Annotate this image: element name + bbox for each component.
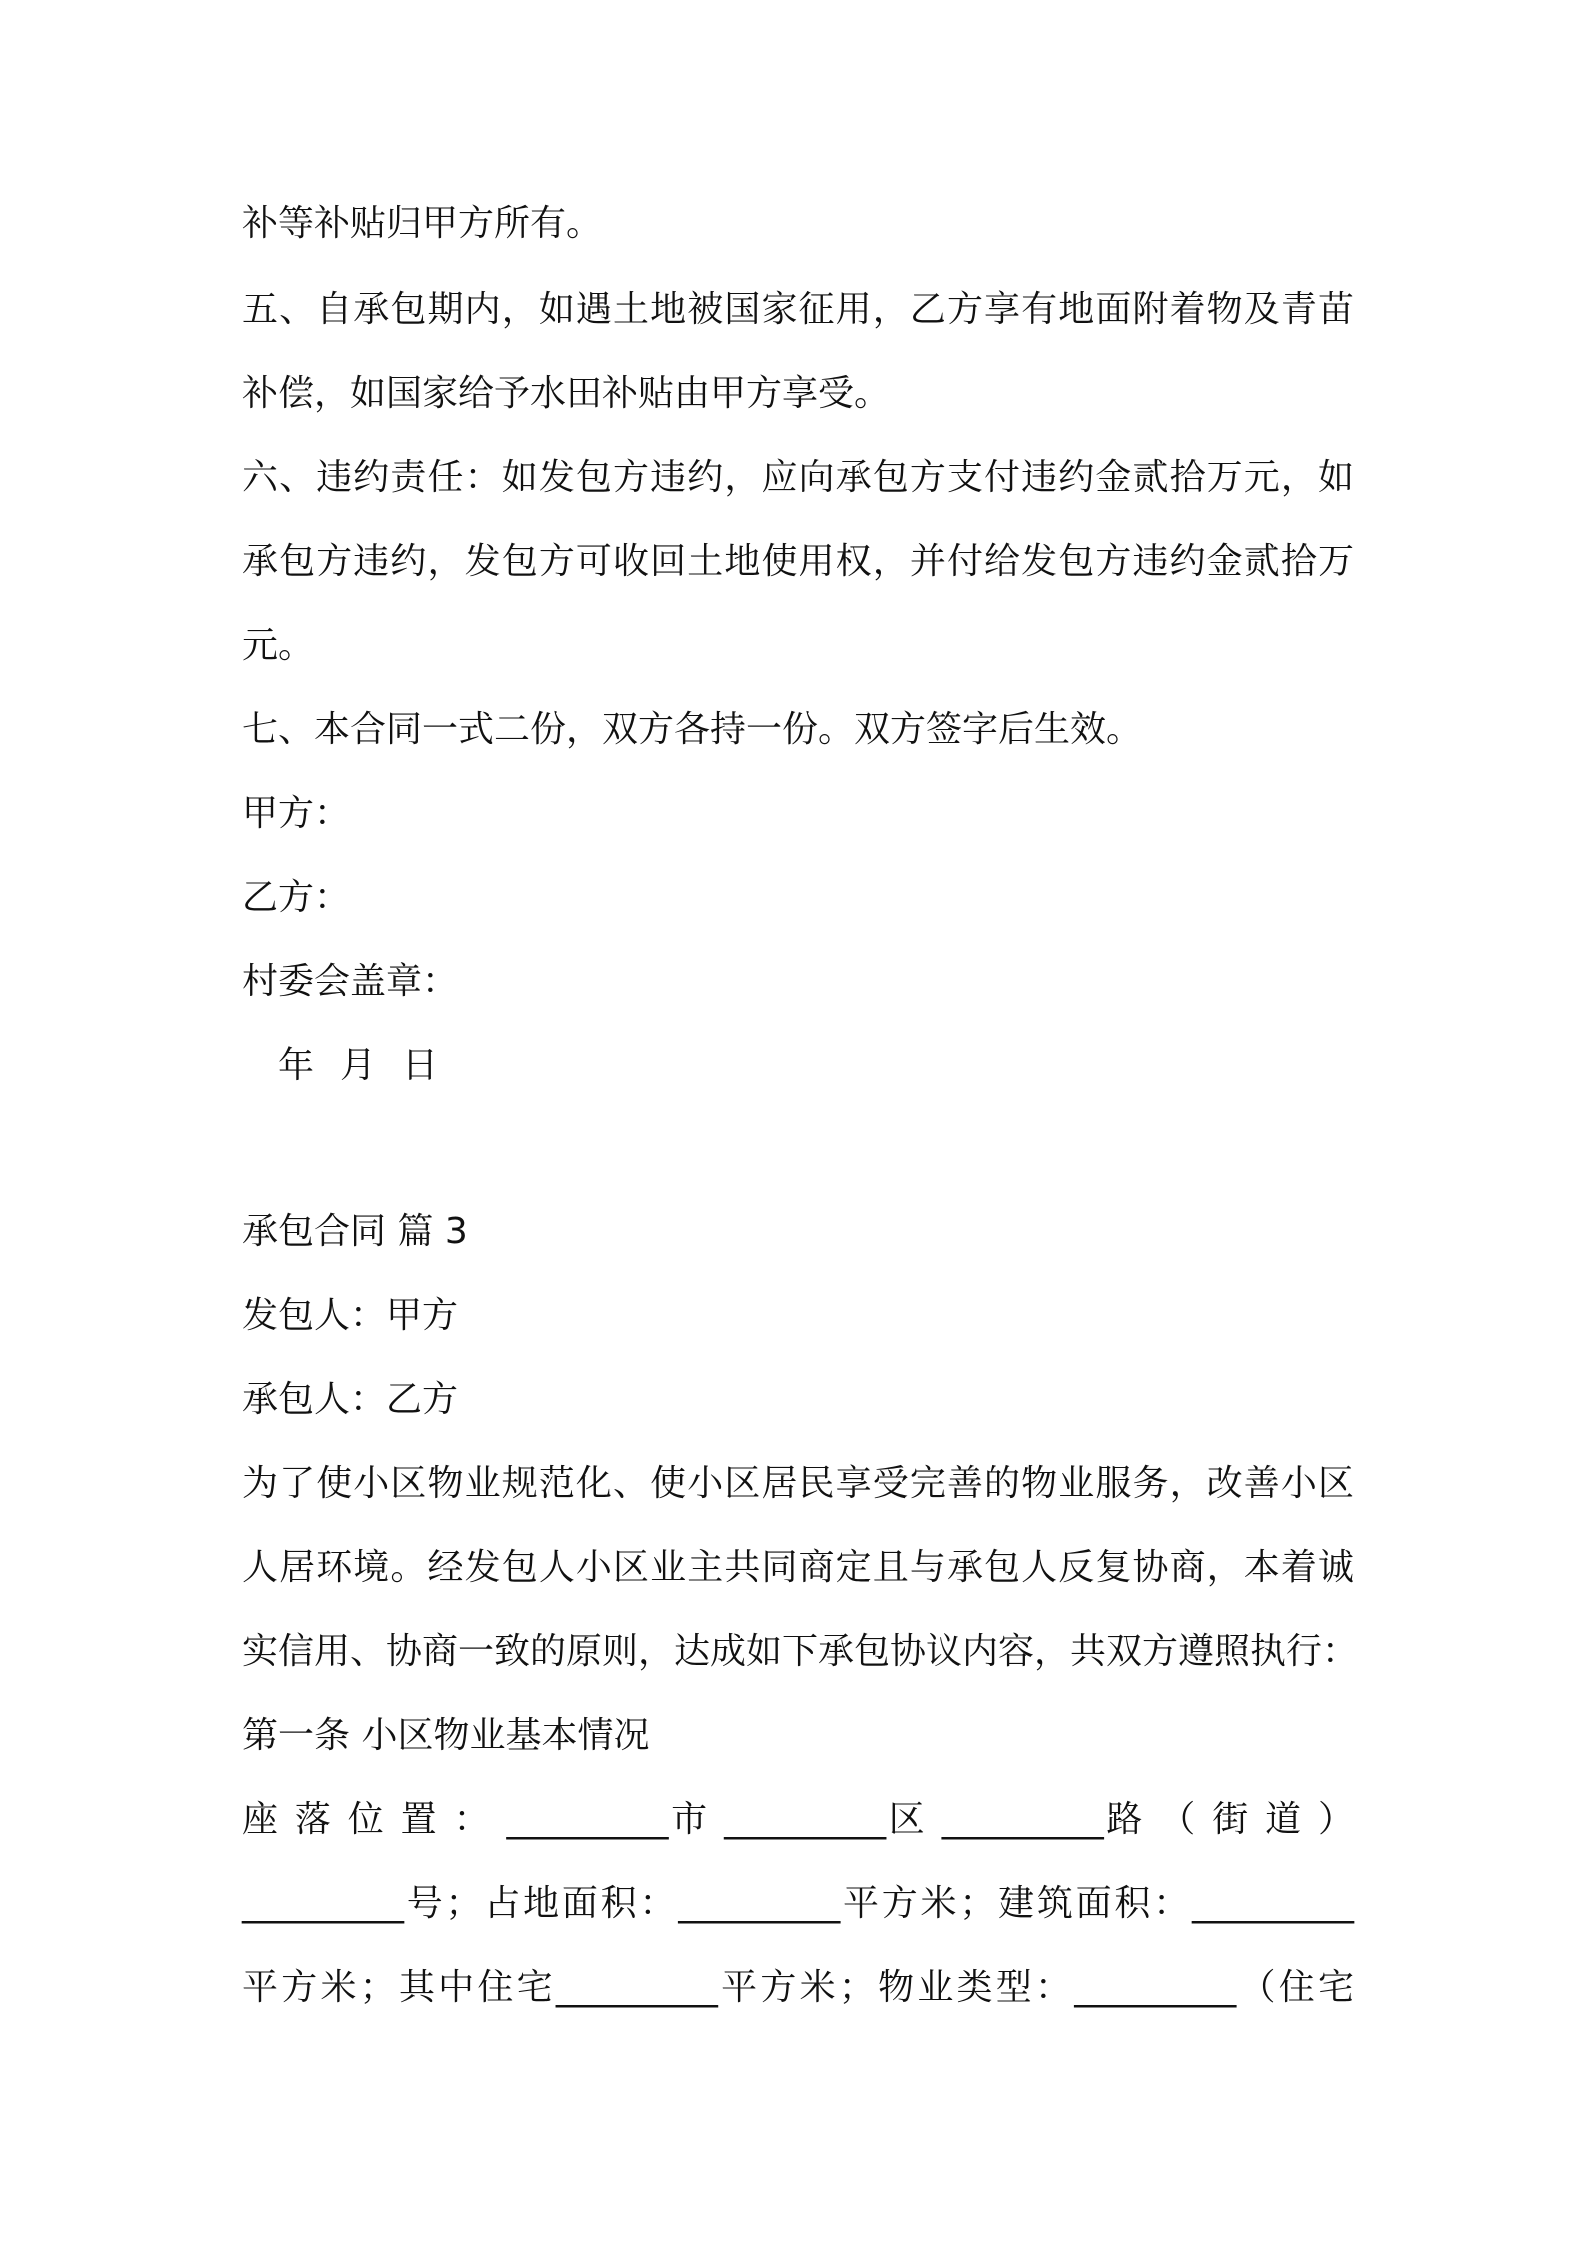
paragraph-line: 补偿，如国家给予水田补贴由甲方享受。 <box>242 373 891 414</box>
paragraph-line: 元。 <box>242 625 315 666</box>
date-year-label: 年 <box>278 1045 315 1086</box>
area-line: _________号；占地面积：_________平方米；建筑面积：_________ <box>242 1883 1354 1924</box>
paragraph-line: 实信用、协商一致的原则，达成如下承包协议内容，共双方遵照执行： <box>242 1631 1359 1672</box>
paragraph-line: 六、违约责任：如发包方违约，应向承包方支付违约金贰拾万元，如 <box>242 457 1354 498</box>
date-month-label: 月 <box>340 1045 377 1086</box>
paragraph-line: 补等补贴归甲方所有。 <box>242 203 603 244</box>
date-day-label: 日 <box>402 1045 439 1086</box>
contractee-line: 承包人：乙方 <box>242 1379 459 1420</box>
party-a-label: 甲方： <box>242 793 351 834</box>
paragraph-line: 七、本合同一式二份，双方各持一份。双方签字后生效。 <box>242 709 1143 750</box>
section-title: 承包合同 篇 3 <box>242 1211 468 1252</box>
property-type-line: 平方米；其中住宅_________平方米；物业类型：_________（住宅 <box>242 1967 1354 2008</box>
location-line: 座 落 位 置 ： _________市 _________区 _________路 （ 街 道 ） <box>242 1799 1354 1840</box>
paragraph-line: 承包方违约，发包方可收回土地使用权，并付给发包方违约金贰拾万 <box>242 541 1354 582</box>
village-seal-label: 村委会盖章： <box>242 961 459 1002</box>
contractor-line: 发包人：甲方 <box>242 1295 459 1336</box>
article-heading: 第一条 小区物业基本情况 <box>242 1715 650 1756</box>
date-line <box>278 1042 464 1090</box>
paragraph-line: 人居环境。经发包人小区业主共同商定且与承包人反复协商，本着诚 <box>242 1547 1354 1588</box>
party-b-label: 乙方： <box>242 877 351 918</box>
paragraph-line: 为了使小区物业规范化、使小区居民享受完善的物业服务，改善小区 <box>242 1463 1354 1504</box>
paragraph-line: 五、自承包期内，如遇土地被国家征用，乙方享有地面附着物及青苗 <box>242 289 1354 330</box>
